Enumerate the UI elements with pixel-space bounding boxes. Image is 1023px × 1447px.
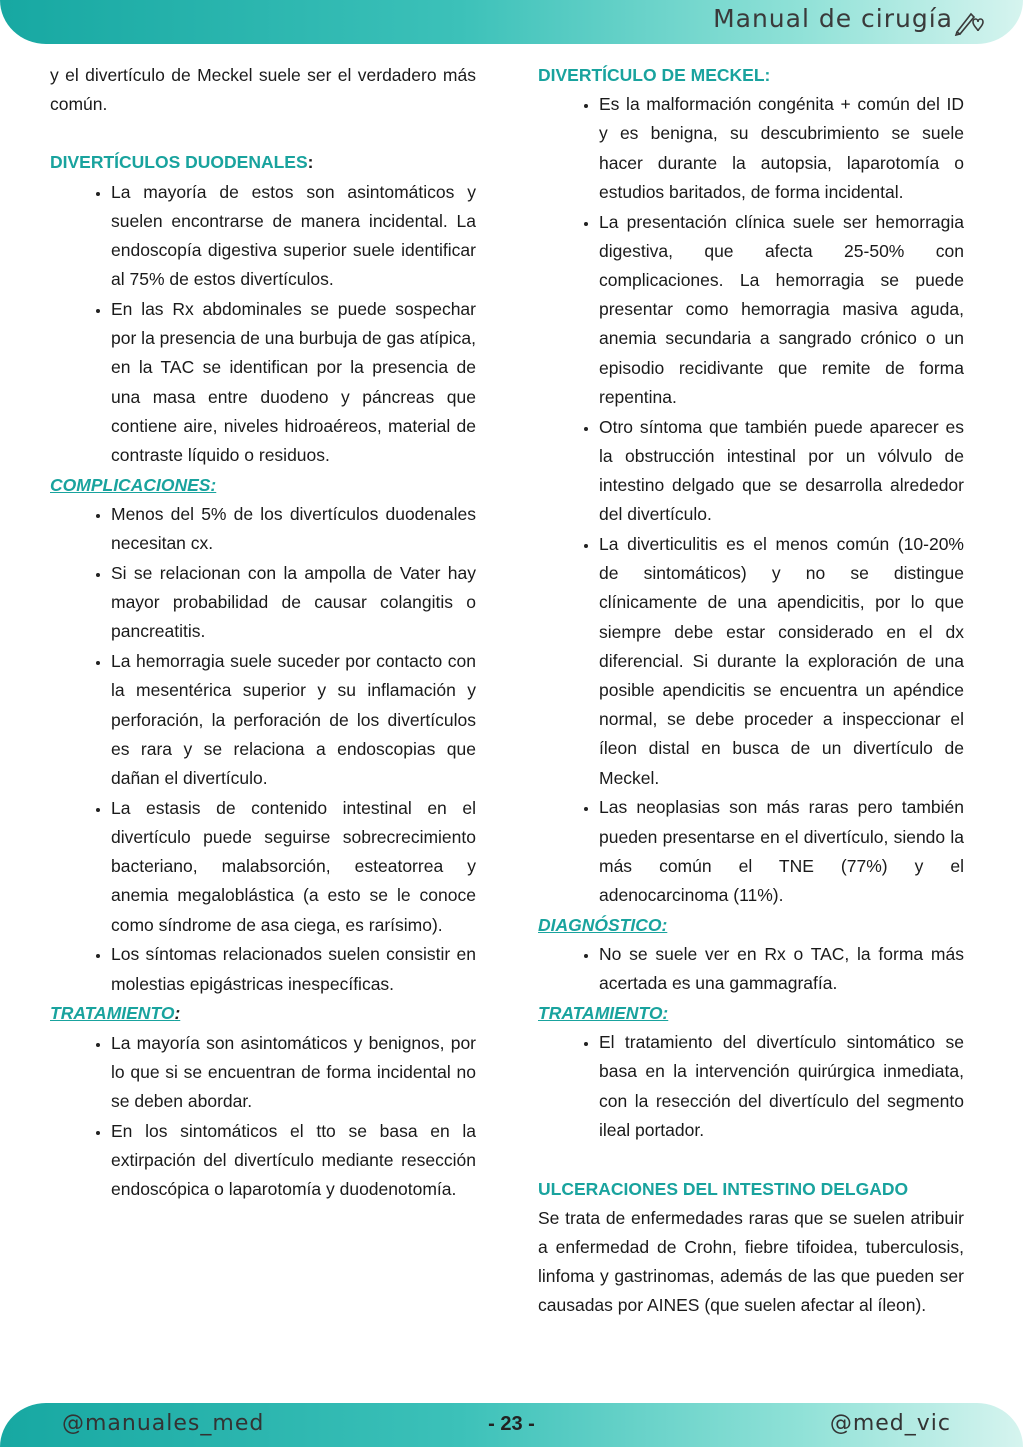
right-column: [538, 61, 964, 1321]
header-title: Manual de cirugía: [713, 4, 953, 33]
list-item: • La hemorragia suele suceder por contacto con la mesentérica superior y su inflamación y perforación, la perforación de los divertículos es rara y se relaciona a endoscopias que dañan el divertículo.: [111, 647, 476, 793]
list-item: • La presentación clínica suele ser hemorragia digestiva, que afecta 25-50% con complicaciones. La hemorragia se puede presentar como hemorragia masiva aguda, anemia secundaria a sangrado crónico o un episodio recidivante que remite de forma repentina.: [599, 208, 964, 412]
tratamiento-meckel-heading: TRATAMIENTO:: [538, 1003, 669, 1024]
header-band: [0, 0, 1023, 44]
list-item: • No se suele ver en Rx o TAC, la forma más acertada es una gammagrafía.: [599, 940, 964, 998]
pen-heart-icon: [951, 8, 985, 36]
list-item: • La estasis de contenido intestinal en el divertículo puede seguirse sobrecrecimiento bacteriano, malabsorción, esteatorrea y anemia megaloblástica (a esto se le conoce como síndrome de asa ciega, es rarísimo).: [111, 794, 476, 940]
list-item: • Los síntomas relacionados suelen consistir en molestias epigástricas inespecíficas.: [111, 940, 476, 998]
tratamiento-meckel-list: [538, 1028, 964, 1145]
list-item: • Menos del 5% de los divertículos duodenales necesitan cx.: [111, 500, 476, 558]
list-item: • Las neoplasias son más raras pero también pueden presentarse en el divertículo, siendo la más común el TNE (77%) y el adenocarcinoma (11%).: [599, 793, 964, 910]
meckel-list: [538, 90, 964, 910]
ulceraciones-heading: ULCERACIONES DEL INTESTINO DELGADO: [538, 1178, 909, 1199]
list-item: • En los sintomáticos el tto se basa en la extirpación del divertículo mediante resección endoscópica o laparotomía y duodenotomía.: [111, 1117, 476, 1205]
tratamiento-duodenal-heading: TRATAMIENTO:: [50, 1003, 181, 1024]
footer-handle-left: @manuales_med: [62, 1411, 265, 1436]
complicaciones-list: [50, 500, 476, 999]
list-item: • La mayoría de estos son asintomáticos y suelen encontrarse de manera incidental. La endoscopía digestiva superior suele identificar al 75% de estos divertículos.: [111, 178, 476, 295]
list-item: • Es la malformación congénita + común del ID y es benigna, su descubrimiento se suele hacer durante la autopsia, laparotomía o estudios baritados, de forma incidental.: [599, 90, 964, 207]
duodenales-list: [50, 178, 476, 471]
list-item: • La mayoría son asintomáticos y benignos, por lo que si se encuentran de forma incidental no se deben abordar.: [111, 1029, 476, 1117]
duodenales-heading: DIVERTÍCULOS DUODENALES:: [50, 152, 314, 173]
list-item: • Si se relacionan con la ampolla de Vater hay mayor probabilidad de causar colangitis o pancreatitis.: [111, 559, 476, 647]
list-item: • El tratamiento del divertículo sintomático se basa en la intervención quirúrgica inmediata, con la resección del divertículo del segmento ileal portador.: [599, 1028, 964, 1145]
intro-paragraph: y el divertículo de Meckel suele ser el verdadero más común.: [50, 65, 476, 115]
tratamiento-duodenal-list: [50, 1029, 476, 1205]
list-item: • La diverticulitis es el menos común (10-20% de sintomáticos) y no se distingue clínicamente de una apendicitis, por lo que siempre debe estar considerado en el dx diferencial. Si durante la exploración de una posible apendicitis se encuentra un apéndice normal, se debe proceder a inspeccionar el íleon distal en busca de un divertículo de Meckel.: [599, 530, 964, 793]
ulceraciones-paragraph: Se trata de enfermedades raras que se suelen atribuir a enfermedad de Crohn, fiebre tifoidea, tuberculosis, linfoma y gastrinomas, además de las que pueden ser causadas por AINES (que suelen afectar al íleon).: [538, 1207, 964, 1316]
footer-band: [0, 1403, 1023, 1447]
left-column: [50, 61, 476, 1205]
meckel-heading: DIVERTÍCULO DE MECKEL:: [538, 65, 771, 85]
page-number: - 23 -: [488, 1413, 535, 1435]
complicaciones-heading: COMPLICACIONES:: [50, 474, 217, 495]
list-item: • En las Rx abdominales se puede sospechar por la presencia de una burbuja de gas atípica, en la TAC se identifican por la presencia de una masa entre duodeno y páncreas que contiene aire, niveles hidroaéreos, material de contraste líquido o residuos.: [111, 295, 476, 470]
diagnostico-heading: DIAGNÓSTICO:: [538, 914, 668, 935]
list-item: • Otro síntoma que también puede aparecer es la obstrucción intestinal por un vólvulo de intestino delgado que se desarrolla alrededor del divertículo.: [599, 413, 964, 530]
diagnostico-list: [538, 940, 964, 998]
footer-handle-right: @med_vic: [829, 1411, 951, 1436]
